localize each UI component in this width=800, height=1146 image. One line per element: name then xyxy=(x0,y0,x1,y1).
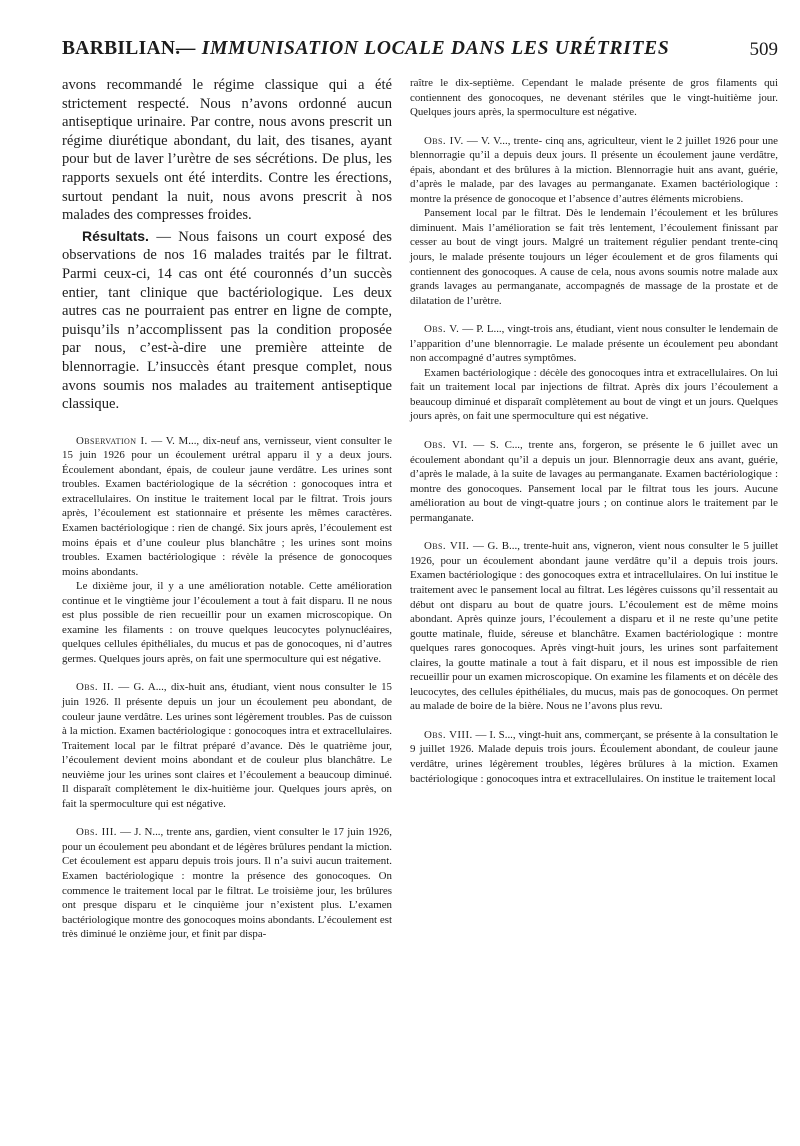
observation-3 xyxy=(62,825,392,941)
obs4-text-1: — V. V..., trente- cinq ans, agriculteur, vient le 2 juillet 1926 pour une blennorragie qu’il a depuis deux jours. Il présente un écoulement jaune verdâtre, épais, abondant et des brûlures à la miction. Blennorragie huit ans avant, guérie, d’après le malade, par des lavages au permanganate. Examen bactériologique : montre la présence de gonocoque et l’absence d’autres éléments microbiens. xyxy=(410,134,779,205)
intro-paragraph: avons recommandé le régime classique qui a été strictement respecté. Nous n’avons ordonné aucun antiseptique urinaire. Par contre, nous avons prescrit un régime diurétique abondant, du lait, des tisanes, ayant pour but de laver l’urètre de ses sécrétions. De plus, les rapports sexuels ont été interdits. Contre les érections, surtout pendant la nuit, nous avons prescrit à nos malades des compresses froides. xyxy=(62,77,392,224)
obs5-paragraph-1 xyxy=(410,322,778,366)
obs1-paragraph-2: Le dixième jour, il y a une amélioration notable. Cette amélioration continue et le vingtième jour l’écoulement a tout à fait disparu. Il ne nous est plus possible de rien recueillir pour un examen microscopique. On examine les filaments : on trouve quelques leucocytes polynucléaires, quelques cellules épithéliales, du mucus et pas de gonocoques, ni d’autres germes. Quelques jours après, on fait une spermoculture qui est négative. xyxy=(62,580,392,665)
observation-1 xyxy=(62,434,392,667)
obs7-text: — G. B..., trente-huit ans, vigneron, vient nous consulter le 5 juillet 1926, pour un écoulement abondant jaune verdâtre qu’il a depuis trois jours. Examen bactériologique : des gonocoques extra et intracellulaires. On lui institue le traitement avec le pansement local au filtrat. Les légères cuissons qu’il ressentait au début ont disparu au bout de quatre jours. L’écoulement est de même moins abondant. Après quinze jours, l’écoulement a disparu et il ne reste qu’une petite goutte matinale, fluide, séreuse et blanchâtre. Examen bactériologique : montre quelques rares gonocoques. Après vingt-huit jours, les urines sont parfaitement claires, la goutte matinale a tout à fait disparu, et il nous est impossible de rien recueillir pour un examen microscopique. On examine les filaments et on décèle des leucocytes, des cellules épithéliales, du mucus, mais pas de gonocoques. On permet au malade de boire de la bière. Nous ne l’avons plus revu. xyxy=(410,540,778,713)
obs5-text-1: — P. L..., vingt-trois ans, étudiant, vient nous consulter le lendemain de l’apparition d’une blennorragie. Le malade présente un écoulement peu abondant non accompagné d’autres symptômes. xyxy=(410,323,778,365)
obs6-paragraph xyxy=(410,438,778,525)
left-column xyxy=(62,76,392,942)
obs8-paragraph xyxy=(410,728,778,786)
obs3-text: — J. N..., trente ans, gardien, vient consulter le 17 juin 1926, pour un écoulement peu abondant et de légères brûlures pendant la miction. Cet écoulement est apparu depuis trois jours. Il n’a suivi aucun traitement. Examen bactériologique : montre la présence des gonocoques. On commence le traitement local par le filtrat. Le troisième jour, les brûlures ont presque disparu et le cinquième jour n’existent plus. L’examen bactériologique montre des gonocoques moins abondants. L’écoulement est très diminué le onzième jour, et finit par dispa- xyxy=(62,826,392,941)
obs4-paragraph-2: Pansement local par le filtrat. Dès le lendemain l’écoulement et les brûlures diminuent. Mais l’amélioration se fait très lentement, l’écoulement finissant par cesser au bout de vingt jours. Malgré un traitement régulier pendant trente-cinq jours, le malade présente toujours un léger écoulement et de gros filaments qui contiennent des gonocoques. A cause de cela, nous avons soumis notre malade aux grands lavages au permanganate, accompagnés de massage de la prostate et de dilatation de l’urètre. xyxy=(410,207,778,307)
results-paragraph xyxy=(62,227,392,414)
obs6-label: Obs. VI. xyxy=(424,439,468,452)
obs7-paragraph xyxy=(410,539,778,714)
observation-6 xyxy=(410,438,778,525)
observation-5 xyxy=(410,322,778,424)
right-column xyxy=(410,76,778,786)
obs5-label: Obs. V. xyxy=(424,323,460,336)
observation-8 xyxy=(410,728,778,786)
obs2-label: Obs. II. xyxy=(76,681,114,694)
obs2-text: — G. A..., dix-huit ans, étudiant, vient nous consulter le 15 juin 1926. Il présente depuis un jour un écoulement peu abondant, de couleur jaune verdâtre. Les urines sont légèrement troubles. Pas de cuisson à la miction. Examen bactériologique : gonocoques intra et extracellulaires. Traitement local par le filtrat préparé d’avance. Dès le quatrième jour, l’écoulement devient moins abondant et de couleur plus blanchâtre. Le neuvième jour les urines sont claires et l’écoulement a beaucoup diminué. Il disparaît complètement le dix-huitième jour. Quelques jours après, on fait la spermoculture qui est négative. xyxy=(62,681,392,810)
obs5-paragraph-2: Examen bactériologique : décèle des gonocoques intra et extracellulaires. On lui fait un traitement local par injections de filtrat. Après dix jours l’écoulement a beaucoup diminué et disparaît complètement au bout de vingt et un jours. Quelques jours après, on fait une spermoculture qui est négative. xyxy=(410,366,778,423)
obs4-paragraph-1 xyxy=(410,134,778,207)
obs6-text: — S. C..., trente ans, forgeron, se présente le 6 juillet avec un écoulement abondant qu’il a depuis un jour. Blennorragie deux ans avant, guérie, d’après le malade, à la suite de lavages au permanganate. Examen bactériologique : montre des gonocoques. Pansement local par le filtrat tous les jours. Aucune amélioration au bout de vingt-quatre jours ; on continue alors le traitement par le permanganate. xyxy=(410,439,778,524)
obs4-label: Obs. IV. xyxy=(424,134,464,147)
obs3-paragraph xyxy=(62,825,392,941)
header-title: — IMMUNISATION LOCALE DANS LES URÉTRITES xyxy=(176,38,670,59)
obs3-continuation: raître le dix-septième. Cependant le malade présente de gros filaments qui contiennent des gonocoques, ne devenant stériles que le vingt-huitième jour. Quelques jours après, la spermoculture est négative. xyxy=(410,77,778,119)
header-author: BARBILIAN. xyxy=(62,38,181,59)
obs8-label: Obs. VIII. xyxy=(424,728,473,741)
obs1-text-1: — V. M..., dix-neuf ans, vernisseur, vient consulter le 15 juin 1926 pour un écoulement urétral apparu il y a deux jours. Écoulement abondant, épais, de couleur jaune verdâtre. Les urines sont troubles. Examen bactériologique de la sécrétion : gonocoques intra et extracellulaires. On institue le traitement local par le filtrat. Trois jours après, l’écoulement est stationnaire et présente les mêmes caractères. Examen bactériologique : rien de changé. Six jours après, l’écoulement est moins épais et d’une couleur plus blanchâtre ; les urines sont moins troubles. Examen bactériologique : révèle la présence de gonocoques moins abondants. xyxy=(62,434,392,578)
obs7-label: Obs. VII. xyxy=(424,540,470,553)
obs1-label: Observation I. xyxy=(76,434,148,447)
observation-7 xyxy=(410,539,778,714)
obs2-paragraph xyxy=(62,680,392,811)
observation-3-continued xyxy=(410,76,778,120)
results-text: — Nous faisons un court exposé des observations de nos 16 malades traités par le filtrat. Parmi ceux-ci, 14 cas ont été couronnés d’un succès entier, tant clinique que bactériologique. Les deux autres cas ne pourraient pas entrer en ligne de compte, puisqu’ils n’accomplissent pas la condition proposée par nous, c’est-à-dire une première atteinte de blennorragie. L’insuccès étant presque complet, nous avons soumis nos malades au traitement antiseptique classique. xyxy=(62,228,392,413)
observation-4 xyxy=(410,134,778,309)
page-number: 509 xyxy=(749,39,778,60)
running-header xyxy=(62,38,778,66)
obs8-text: — I. S..., vingt-huit ans, commerçant, se présente à la consultation le 9 juillet 1926. Malade depuis trois jours. Écoulement abondant, de couleur jaune verdâtre, urines légèrement troubles, légères brûlures à la miction. Examen bactériologique : gonocoques intra et extracellulaires. On institue le traitement local xyxy=(410,728,778,785)
obs1-paragraph-1 xyxy=(62,434,392,579)
observation-2 xyxy=(62,680,392,811)
obs3-label: Obs. III. xyxy=(76,826,117,839)
results-label: Résultats. xyxy=(82,227,149,244)
